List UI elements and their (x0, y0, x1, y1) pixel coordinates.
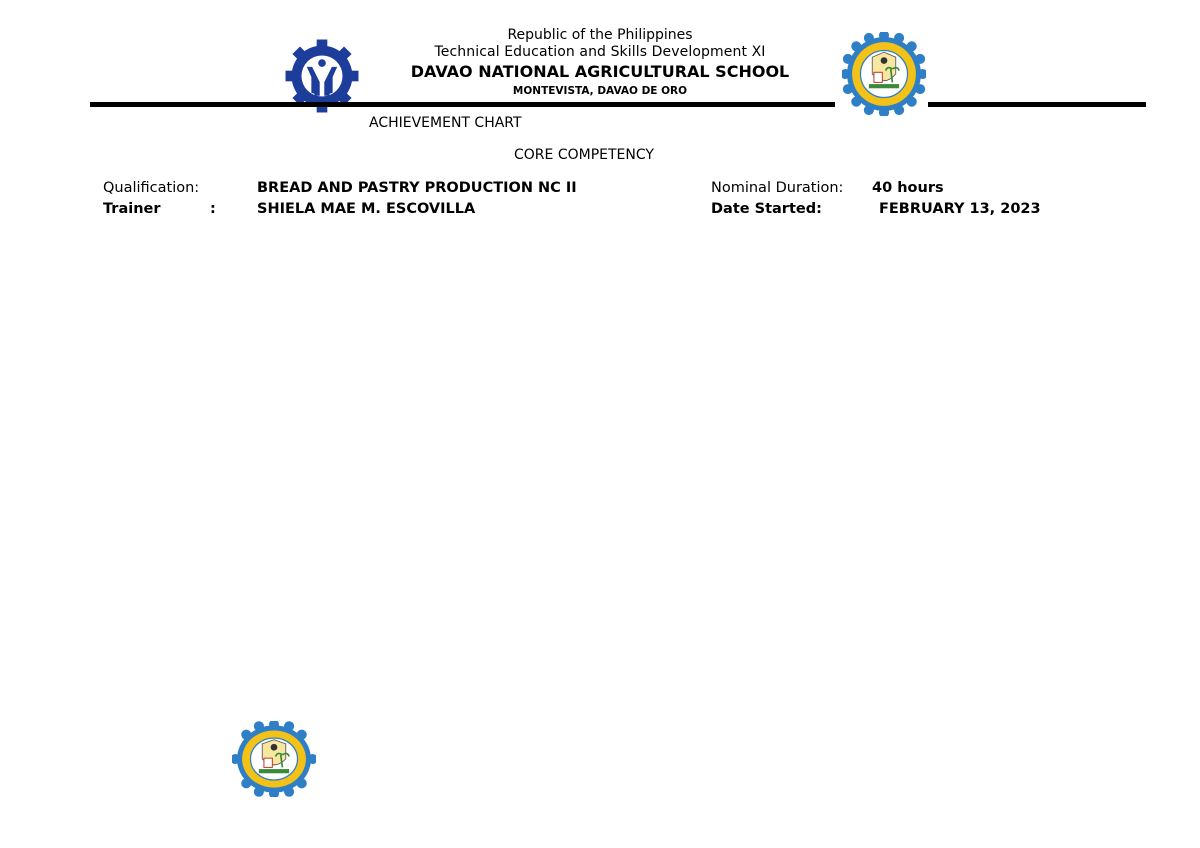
header-rule-right (928, 102, 1146, 107)
header-agency: Technical Education and Skills Development XI (434, 44, 766, 60)
school-seal-icon (842, 32, 926, 116)
trainer-label: Trainer (103, 201, 161, 217)
qualification-label: Qualification: (103, 180, 200, 196)
trainer-colon: : (210, 201, 216, 217)
header-rule-thin (480, 106, 835, 107)
header-republic: Republic of the Philippines (507, 27, 693, 43)
date-started-value: FEBRUARY 13, 2023 (879, 201, 1041, 217)
header-address: MONTEVISTA, DAVAO DE ORO (512, 85, 688, 97)
nominal-duration-value: 40 hours (872, 180, 944, 196)
nominal-duration-label: Nominal Duration: (711, 180, 844, 196)
school-seal-watermark-icon (232, 721, 316, 797)
core-competency-title: CORE COMPETENCY (514, 147, 654, 163)
qualification-value: BREAD AND PASTRY PRODUCTION NC II (257, 180, 577, 196)
trainer-value: SHIELA MAE M. ESCOVILLA (257, 201, 476, 217)
header-school-name: DAVAO NATIONAL AGRICULTURAL SCHOOL (410, 62, 790, 81)
date-started-label: Date Started: (711, 201, 822, 217)
achievement-chart-title: ACHIEVEMENT CHART (369, 115, 522, 131)
